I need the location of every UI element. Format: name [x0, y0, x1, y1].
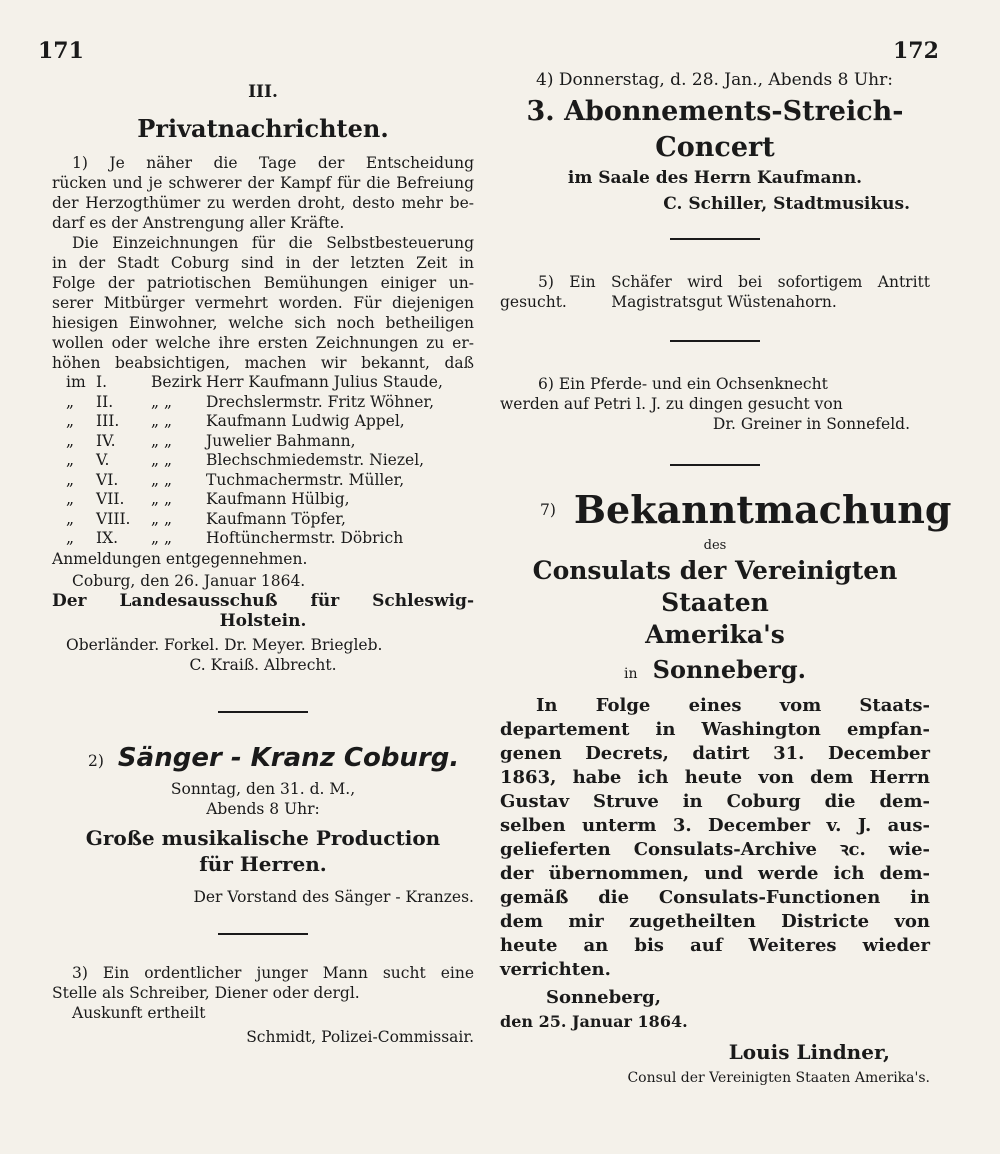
district-number: VI. — [96, 470, 119, 489]
notice-7-body-line: der übernommen, und werde ich dem- — [500, 863, 930, 884]
notice-4-title: 3. Abonnements-Streich-Concert — [526, 96, 904, 163]
district-name: Hoftünchermstr. Döbrich — [206, 529, 404, 547]
divider — [670, 464, 760, 466]
district-row — [66, 451, 474, 471]
district-word: „ „ — [151, 412, 172, 430]
district-name: Drechslermstr. Fritz Wöhner, — [206, 392, 435, 411]
notice-2 — [52, 743, 474, 907]
district-prefix: „ — [66, 509, 75, 528]
notice-1-line: 1) Je näher die Tage der Entscheidung — [72, 154, 474, 172]
divider — [218, 711, 308, 713]
notice-3-line: Auskunft ertheilt — [72, 1003, 206, 1022]
district-number: I. — [96, 373, 108, 391]
notice-7-city: Sonneberg. — [652, 655, 806, 684]
district-prefix: „ — [66, 529, 75, 547]
notice-1-line: wollen oder welche ihre ersten Zeichnungen zu er- — [52, 334, 474, 352]
notice-1-line: Die Einzeichnungen für die Selbstbesteuerung — [72, 234, 474, 252]
notice-7-title: Bekanntmachung — [573, 487, 952, 532]
notice-7-number: 7) — [540, 501, 556, 519]
notice-7-consulate: Consulats der Vereinigten Staaten — [532, 556, 898, 617]
page-number-right: 172 — [893, 38, 939, 64]
notice-3-line: 3) Ein ordentlicher junger Mann sucht eine — [72, 963, 474, 982]
notice-5 — [500, 272, 930, 312]
notice-7-signer-title: Consul der Vereinigten Staaten Amerika's. — [627, 1070, 930, 1086]
district-prefix: „ — [66, 451, 75, 469]
notice-7-body-line: selben unterm 3. December v. J. aus- — [500, 815, 930, 836]
district-row — [66, 432, 474, 452]
notice-6-line: 6) Ein Pferde- und ein Ochsenknecht — [538, 375, 828, 393]
notice-1-line: serer Mitbürger vermehrt worden. Für diejenigen — [52, 294, 474, 312]
notice-7-body-line: 1863, habe ich heute von dem Herrn — [500, 767, 930, 788]
district-number: II. — [96, 392, 114, 411]
notice-7-place: Sonneberg, — [546, 987, 662, 1008]
notice-4-venue: im Saale des Herrn Kaufmann. — [567, 168, 863, 188]
notice-2-number: 2) — [88, 751, 104, 770]
notice-6-line: werden auf Petri l. J. zu dingen gesucht von — [500, 395, 843, 413]
notice-3 — [52, 963, 474, 1047]
notice-1-closing: Anmeldungen entgegennehmen. — [52, 549, 308, 568]
district-word: „ „ — [151, 529, 172, 547]
notice-7-body-line: In Folge eines vom Staats- — [536, 695, 930, 716]
notice-2-title: Sänger - Kranz Coburg. — [117, 742, 460, 773]
divider — [670, 340, 760, 342]
notice-7-body-line: Gustav Struve in Coburg die dem- — [500, 791, 930, 812]
notice-2-event: Große musikalische Production — [85, 825, 441, 850]
notice-4 — [500, 70, 930, 214]
left-column — [52, 70, 474, 1047]
notice-2-event: für Herren. — [199, 851, 327, 876]
notice-6 — [500, 374, 930, 434]
district-name: Tuchmachermstr. Müller, — [206, 470, 405, 489]
page-number-left: 171 — [38, 38, 84, 64]
district-word: „ „ — [151, 392, 172, 411]
district-prefix: „ — [66, 431, 75, 450]
district-word: Bezirk — [151, 373, 202, 391]
notice-4-signed: C. Schiller, Stadtmusikus. — [663, 194, 910, 214]
district-name: Blechschmiedemstr. Niezel, — [206, 451, 425, 469]
notice-1-date: Coburg, den 26. Januar 1864. — [72, 571, 306, 590]
notice-7-body-line: verrichten. — [500, 959, 611, 980]
notice-1-line: in der Stadt Coburg sind in der letzten Zeit in — [52, 254, 474, 272]
district-word: „ „ — [151, 490, 172, 508]
district-row — [66, 510, 474, 530]
district-row — [66, 490, 474, 510]
notice-2-when: Sonntag, den 31. d. M., — [170, 779, 356, 798]
notice-1 — [52, 153, 474, 675]
notice-2-when: Abends 8 Uhr: — [206, 799, 320, 818]
district-name: Kaufmann Hülbig, — [206, 490, 350, 508]
district-prefix: im — [66, 373, 86, 391]
notice-1-line: der Herzogthümer zu werden droht, desto mehr be- — [52, 194, 474, 212]
district-word: „ „ — [151, 451, 172, 469]
district-number: IX. — [96, 529, 119, 547]
notice-7-header — [500, 484, 952, 536]
district-number: VII. — [96, 490, 125, 508]
notice-1-names: C. Kraiß. Albrecht. — [189, 655, 337, 674]
notice-7-city-line — [500, 655, 930, 684]
notice-7-body-line: heute an bis auf Weiteres wieder — [500, 935, 930, 956]
notice-1-names: Oberländer. Forkel. Dr. Meyer. Briegleb. — [66, 635, 383, 654]
district-prefix: „ — [66, 392, 75, 411]
notice-3-line: Stelle als Schreiber, Diener oder dergl. — [52, 983, 360, 1002]
district-word: „ „ — [151, 509, 172, 528]
district-row — [66, 393, 474, 413]
district-prefix: „ — [66, 412, 75, 430]
notice-7-in: in — [624, 666, 638, 682]
notice-7-body-line: genen Decrets, datirt 31. December — [500, 743, 930, 764]
district-list — [52, 373, 474, 549]
district-number: III. — [96, 412, 120, 430]
right-column — [500, 70, 952, 1088]
district-prefix: „ — [66, 470, 75, 489]
divider — [670, 238, 760, 240]
notice-5-line: gesucht. Magistratsgut Wüstenahorn. — [500, 293, 837, 311]
notice-1-line: Folge der patriotischen Bemühungen einiger un- — [52, 274, 474, 292]
notice-4-line: 4) Donnerstag, d. 28. Jan., Abends 8 Uhr: — [536, 70, 893, 90]
notice-7 — [500, 484, 952, 1088]
notice-7-body-line: gemäß die Consulats-Functionen in — [500, 887, 930, 908]
section-numeral: III. — [248, 82, 278, 102]
district-name: Kaufmann Töpfer, — [206, 509, 346, 528]
divider — [218, 933, 308, 935]
notice-7-body-line: gelieferten Consulats-Archive ꝛc. wie- — [500, 839, 930, 860]
notice-5-line: 5) Ein Schäfer wird bei sofortigem Antritt — [538, 273, 930, 291]
notice-2-signed: Der Vorstand des Sänger - Kranzes. — [193, 887, 474, 906]
district-number: VIII. — [96, 509, 131, 528]
notice-7-date: den 25. Januar 1864. — [500, 1012, 688, 1031]
district-number: V. — [96, 451, 110, 469]
district-prefix: „ — [66, 490, 75, 508]
district-row — [66, 471, 474, 491]
notice-7-consulate: Amerika's — [645, 620, 785, 649]
notice-7-body-line: dem mir zugetheilten Districte von — [500, 911, 930, 932]
district-name: Herr Kaufmann Julius Staude, — [206, 373, 443, 391]
notice-1-line: hiesigen Einwohner, welche sich noch betheiligen — [52, 314, 474, 332]
notice-6-signed: Dr. Greiner in Sonnefeld. — [712, 415, 910, 433]
district-word: „ „ — [151, 431, 172, 450]
district-row — [66, 412, 474, 432]
district-name: Kaufmann Ludwig Appel, — [206, 412, 405, 430]
notice-7-des: des — [703, 538, 727, 553]
notice-3-signed: Schmidt, Polizei-Commissair. — [246, 1027, 474, 1046]
notice-1-committee: Holstein. — [219, 610, 307, 631]
notice-1-committee: Der Landesausschuß für Schleswig- — [52, 590, 474, 611]
district-word: „ „ — [151, 470, 172, 489]
district-number: IV. — [96, 431, 116, 450]
notice-1-line: höhen beabsichtigen, machen wir bekannt, daß — [52, 354, 474, 372]
notice-1-line: darf es der Anstrengung aller Kräfte. — [52, 214, 345, 232]
section-title: Privatnachrichten. — [137, 114, 389, 143]
district-row — [66, 373, 474, 393]
notice-7-body-line: departement in Washington empfan- — [500, 719, 930, 740]
notice-2-header — [52, 743, 474, 773]
district-name: Juwelier Bahmann, — [206, 431, 356, 450]
notice-7-signer: Louis Lindner, — [728, 1040, 890, 1064]
district-row — [66, 529, 474, 549]
notice-1-line: rücken und je schwerer der Kampf für die Befreiung — [52, 174, 474, 192]
